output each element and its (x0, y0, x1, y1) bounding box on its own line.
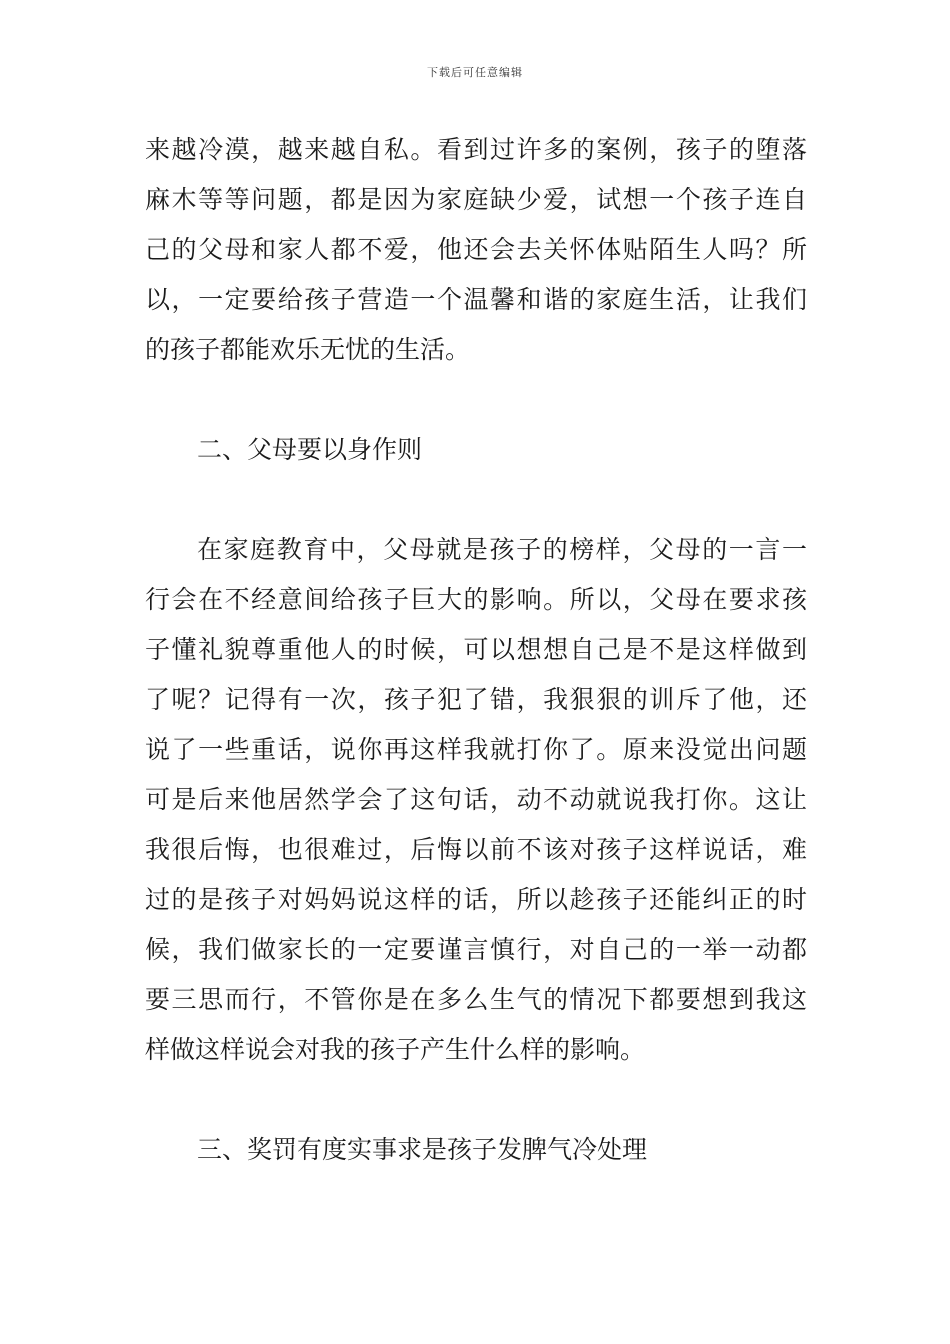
paragraph-line: 以，一定要给孩子营造一个温馨和谐的家庭生活，让我们 (145, 285, 807, 314)
paragraph-line: 候，我们做家长的一定要谨言慎行，对自己的一举一动都 (145, 935, 807, 964)
paragraph-line: 己的父母和家人都不爱，他还会去关怀体贴陌生人吗？所 (145, 235, 807, 264)
paragraph-line: 要三思而行，不管你是在多么生气的情况下都要想到我这 (145, 985, 807, 1014)
paragraph-line: 来越冷漠，越来越自私。看到过许多的案例，孩子的堕落 (145, 135, 807, 164)
paragraph-line: 样做这样说会对我的孩子产生什么样的影响。 (145, 1035, 646, 1064)
paragraph-1 (145, 125, 807, 375)
paragraph-line: 我很后悔，也很难过，后悔以前不该对孩子这样说话，难 (145, 835, 807, 864)
paragraph-2 (145, 525, 807, 1075)
spacer (145, 1075, 807, 1125)
section-heading-2: 二、父母要以身作则 (197, 435, 423, 464)
paragraph-line: 麻木等等问题，都是因为家庭缺少爱，试想一个孩子连自 (145, 185, 807, 214)
document-body (145, 125, 807, 1175)
paragraph-line: 了呢？记得有一次，孩子犯了错，我狠狠的训斥了他，还 (145, 685, 807, 714)
spacer (145, 375, 807, 425)
section-heading-3: 三、奖罚有度实事求是孩子发脾气冷处理 (197, 1135, 648, 1164)
paragraph-line: 过的是孩子对妈妈说这样的话，所以趁孩子还能纠正的时 (145, 885, 807, 914)
paragraph-line: 的孩子都能欢乐无忧的生活。 (145, 335, 471, 364)
paragraph-line: 行会在不经意间给孩子巨大的影响。所以，父母在要求孩 (145, 585, 807, 614)
paragraph-line: 可是后来他居然学会了这句话，动不动就说我打你。这让 (145, 785, 807, 814)
spacer (145, 475, 807, 525)
page-header-note: 下载后可任意编辑 (427, 66, 523, 79)
paragraph-line: 在家庭教育中，父母就是孩子的榜样，父母的一言一 (197, 535, 807, 564)
paragraph-line: 子懂礼貌尊重他人的时候，可以想想自己是不是这样做到 (145, 635, 807, 664)
paragraph-line: 说了一些重话，说你再这样我就打你了。原来没觉出问题 (145, 735, 807, 764)
